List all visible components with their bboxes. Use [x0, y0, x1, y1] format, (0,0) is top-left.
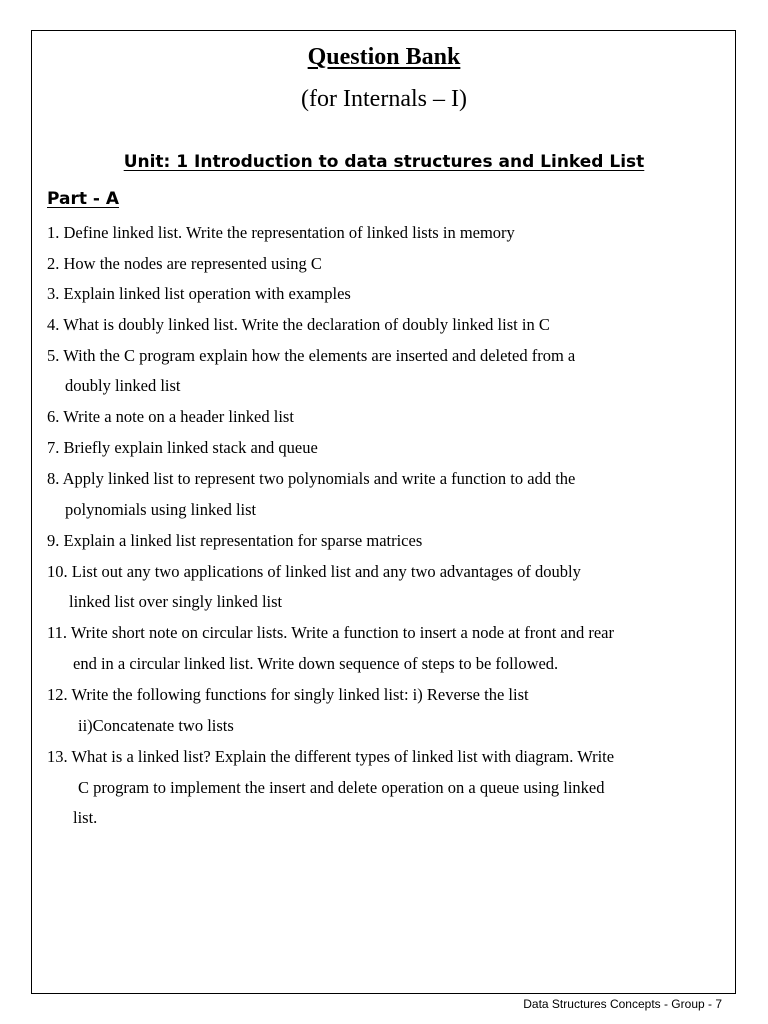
question-12-line-2: ii)Concatenate two lists — [78, 716, 234, 735]
question-5-line-1: 5. With the C program explain how the elements are inserted and deleted from a — [47, 346, 576, 365]
page-title-text: Question Bank — [307, 44, 461, 70]
question-10-line-2: linked list over singly linked list — [69, 592, 283, 611]
question-4-line-1: 4. What is doubly linked list. Write the declaration of doubly linked list in C — [47, 315, 550, 334]
question-3-line-1: 3. Explain linked list operation with examples — [47, 284, 351, 303]
unit-heading-text: Unit: 1 Introduction to data structures and Linked List — [123, 152, 645, 172]
page-subtitle: (for Internals – I) — [301, 86, 467, 112]
question-1-line-1: 1. Define linked list. Write the representation of linked lists in memory — [47, 223, 515, 242]
unit-heading — [0, 150, 768, 174]
question-10-line-1: 10. List out any two applications of linked list and any two advantages of doubly — [47, 562, 581, 581]
question-2-line-1: 2. How the nodes are represented using C — [47, 254, 322, 273]
question-11-line-2: end in a circular linked list. Write down sequence of steps to be followed. — [73, 654, 559, 673]
question-13-line-3: list. — [73, 808, 98, 827]
page-title — [0, 42, 768, 72]
question-13-line-2: C program to implement the insert and delete operation on a queue using linked — [78, 778, 605, 797]
part-heading: Part - A — [47, 189, 120, 209]
question-11-line-1: 11. Write short note on circular lists. Write a function to insert a node at front and rear — [47, 623, 614, 642]
question-12-line-1: 12. Write the following functions for singly linked list: i) Reverse the list — [47, 685, 529, 704]
question-13-line-1: 13. What is a linked list? Explain the different types of linked list with diagram. Write — [47, 747, 615, 766]
question-8-line-2: polynomials using linked list — [65, 500, 257, 519]
question-9-line-1: 9. Explain a linked list representation for sparse matrices — [47, 531, 423, 550]
page-footer: Data Structures Concepts - Group - 7 — [523, 997, 722, 1011]
question-6-line-1: 6. Write a note on a header linked list — [47, 407, 294, 426]
question-5-line-2: doubly linked list — [65, 376, 181, 395]
question-7-line-1: 7. Briefly explain linked stack and queue — [47, 438, 318, 457]
question-8-line-1: 8. Apply linked list to represent two polynomials and write a function to add the — [47, 469, 576, 488]
